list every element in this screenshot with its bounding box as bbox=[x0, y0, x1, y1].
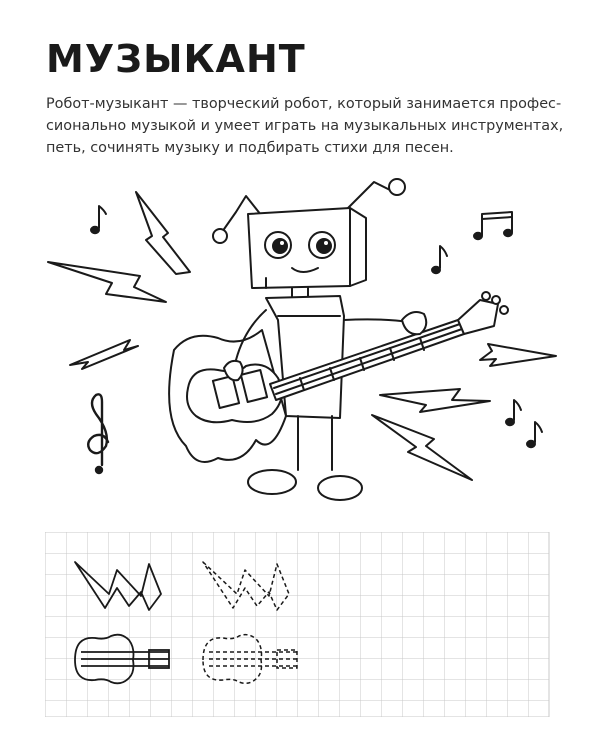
lightning-bolt-icon bbox=[372, 415, 472, 480]
music-note-icon bbox=[527, 422, 542, 447]
lightning-bolt-icon bbox=[480, 344, 556, 366]
tracing-grid bbox=[45, 532, 550, 717]
double-eighth-note-icon bbox=[474, 212, 512, 239]
lightning-bolt-icon bbox=[136, 192, 190, 274]
lightning-bolt-icon bbox=[70, 340, 138, 369]
treble-clef-icon bbox=[88, 394, 108, 473]
lightning-bolt-icon bbox=[48, 262, 166, 302]
music-note-icon bbox=[91, 206, 106, 233]
coloring-illustration bbox=[40, 170, 570, 520]
music-note-icon bbox=[432, 246, 447, 273]
page-description: Робот-музыкант — творческий робот, который занимается профес- сионально музыкой и умеет играть на музыкальных инструментах, петь, сочинять музыку и подбирать стихи для песен. bbox=[46, 96, 564, 156]
music-note-icon bbox=[506, 400, 521, 425]
page-title: МУЗЫКАНТ bbox=[46, 37, 306, 81]
lightning-bolt-icon bbox=[380, 389, 490, 412]
